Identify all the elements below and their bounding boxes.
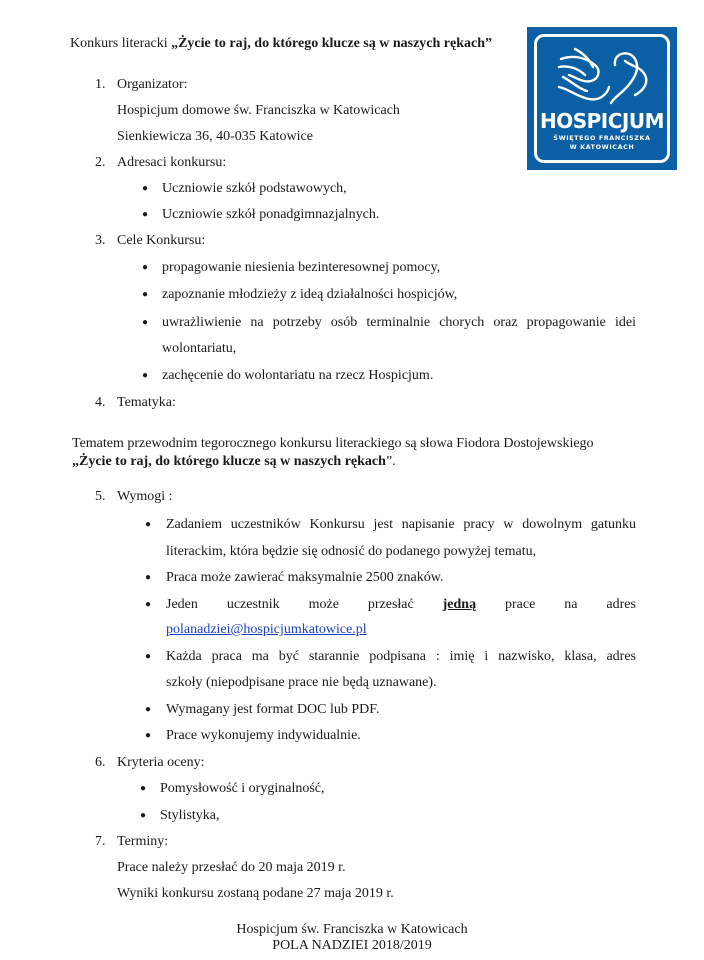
logo-subtitle-1: ŚWIĘTEGO FRANCISZKA	[553, 134, 651, 142]
word: Jeden	[166, 597, 198, 612]
title-prefix: Konkurs literacki	[70, 36, 172, 51]
hospicjum-logo	[527, 27, 677, 170]
word: prace	[505, 597, 536, 612]
bullet: ●	[142, 289, 149, 300]
section-number: 6.	[95, 755, 106, 770]
list-item: propagowanie niesienia bezinteresownej pomocy,	[162, 260, 441, 275]
hands-heart-icon	[555, 45, 655, 111]
logo-subtitle-2: W KATOWICACH	[569, 143, 635, 151]
section-heading-topic: Tematyka:	[117, 395, 176, 410]
document-title	[70, 36, 492, 52]
section-heading-recipients: Adresaci konkursu:	[117, 155, 227, 170]
list-item-continuation: szkoły (niepodpisane prace nie będą uznawane).	[166, 675, 437, 690]
theme-line: Tematem przewodnim tegorocznego konkursu literackiego są słowa Fiodora Dostojewskiego	[72, 436, 594, 451]
organizer-name: Hospicjum domowe św. Franciszka w Katowicach	[117, 103, 400, 118]
bullet: ●	[145, 730, 152, 741]
bullet: ●	[145, 519, 152, 530]
bullet: ●	[145, 704, 152, 715]
section-heading-requirements: Wymogi :	[117, 489, 173, 504]
section-number: 7.	[95, 834, 106, 849]
list-item: Wymagany jest format DOC lub PDF.	[166, 702, 380, 717]
footer-line-1: Hospicjum św. Franciszka w Katowicach	[236, 922, 468, 937]
section-heading-deadlines: Terminy:	[117, 834, 169, 849]
list-item: uwrażliwienie na potrzeby osób terminalnie chorych oraz propagowanie idei	[162, 315, 636, 330]
word: przesłać	[367, 597, 414, 612]
theme-quote-end: ”.	[385, 454, 396, 469]
deadline-submission: Prace należy przesłać do 20 maja 2019 r.	[117, 860, 346, 875]
bullet: ●	[142, 262, 149, 273]
list-item: zapoznanie młodzieży z ideą działalności hospicjów,	[162, 287, 458, 302]
emphasized-word: jedną	[442, 597, 477, 612]
bullet: ●	[142, 209, 149, 220]
list-item: Każda praca ma być starannie podpisana : imię i nazwisko, klasa, adres	[166, 649, 636, 664]
logo-name: HOSPICJUM	[539, 109, 664, 133]
list-item: Zadaniem uczestników Konkursu jest napisanie pracy w dowolnym gatunku	[166, 517, 636, 532]
word: na	[564, 597, 578, 612]
list-item: Stylistyka,	[160, 808, 220, 823]
word: może	[308, 597, 339, 612]
bullet: ●	[145, 651, 152, 662]
list-item: Uczniowie szkół ponadgimnazjalnych.	[162, 207, 380, 222]
word: adres	[606, 597, 636, 612]
bullet: ●	[142, 317, 149, 328]
bullet: ●	[142, 183, 149, 194]
list-item: Praca może zawierać maksymalnie 2500 znaków.	[166, 570, 444, 585]
section-number: 3.	[95, 233, 106, 248]
list-item-continuation: literackim, która będzie się odnosić do podanego powyżej tematu,	[166, 544, 537, 559]
list-item-continuation: wolontariatu,	[162, 341, 237, 356]
deadline-results: Wyniki konkursu zostaną podane 27 maja 2019 r.	[117, 886, 394, 901]
section-heading-organizer: Organizator:	[117, 77, 188, 92]
section-number: 2.	[95, 155, 106, 170]
list-item: Pomysłowość i oryginalność,	[160, 781, 325, 796]
title-quote: „Życie to raj, do którego klucze są w naszych rękach”	[171, 36, 493, 51]
section-number: 4.	[95, 395, 106, 410]
list-item	[166, 597, 636, 613]
list-item: zachęcenie do wolontariatu na rzecz Hospicjum.	[162, 368, 434, 383]
email-link[interactable]: polanadziei@hospicjumkatowice.pl	[166, 622, 367, 637]
bullet: ●	[140, 783, 147, 794]
list-item: Prace wykonujemy indywidualnie.	[166, 728, 361, 743]
theme-quote-line	[72, 454, 396, 470]
bullet: ●	[145, 599, 152, 610]
section-heading-goals: Cele Konkursu:	[117, 233, 206, 248]
section-number: 1.	[95, 77, 106, 92]
word: uczestnik	[226, 597, 280, 612]
organizer-address: Sienkiewicza 36, 40-035 Katowice	[117, 129, 313, 144]
footer-line-2: POLA NADZIEI 2018/2019	[272, 938, 432, 953]
section-heading-criteria: Kryteria oceny:	[117, 755, 205, 770]
bullet: ●	[140, 810, 147, 821]
section-number: 5.	[95, 489, 106, 504]
bullet: ●	[145, 572, 152, 583]
theme-quote: „Życie to raj, do którego klucze są w naszych rękach	[72, 454, 386, 469]
bullet: ●	[142, 370, 149, 381]
list-item: Uczniowie szkół podstawowych,	[162, 181, 347, 196]
